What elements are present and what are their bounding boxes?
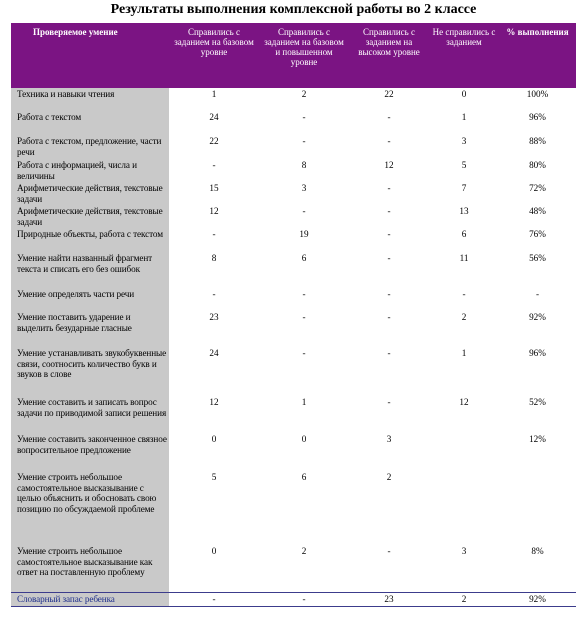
high-cell: -: [387, 348, 391, 358]
high-cell: -: [387, 312, 391, 322]
base-advanced-cell: 19: [299, 229, 309, 239]
skill-cell: Работа с текстом, предложение, части речи: [11, 135, 169, 159]
skill-cell: Техника и навыки чтения: [11, 88, 169, 111]
base-advanced-cell: -: [302, 136, 306, 146]
high-cell: -: [387, 253, 391, 263]
percent-cell: 76%: [529, 229, 546, 239]
high-cell: -: [387, 112, 391, 122]
skill-cell: Арифметические действия, текстовые задачи: [11, 205, 169, 228]
percent-cell: 88%: [529, 136, 546, 146]
fail-cell: 2: [429, 592, 499, 606]
percent-cell: 92%: [529, 312, 546, 322]
base-advanced-cell: -: [302, 206, 306, 216]
fail-cell: [429, 471, 499, 545]
fail-cell: 5: [461, 160, 467, 170]
table-row: [11, 135, 576, 159]
base-cell: 15: [209, 183, 219, 193]
base-cell: 8: [211, 253, 217, 263]
percent-cell: 8%: [531, 546, 544, 556]
base-advanced-cell: 8: [301, 160, 307, 170]
skill-cell: Умение определять части речи: [11, 288, 169, 311]
percent-cell: 48%: [529, 206, 546, 216]
table-row: [11, 205, 576, 228]
high-cell: -: [387, 289, 391, 299]
percent-cell: 56%: [529, 253, 546, 263]
percent-cell: 12%: [529, 434, 546, 444]
skill-cell: Умение составить и записать вопрос задачи по приводимой записи решения: [11, 396, 169, 433]
high-cell: 12: [384, 160, 394, 170]
table-row: [11, 288, 576, 311]
base-cell: -: [169, 592, 259, 606]
base-cell: 24: [209, 112, 219, 122]
percent-cell: 96%: [529, 112, 546, 122]
table-row: [11, 396, 576, 433]
base-advanced-cell: 1: [301, 397, 307, 407]
high-cell: -: [387, 546, 391, 556]
base-cell: 1: [211, 89, 217, 99]
skill-cell: Природные объекты, работа с текстом: [11, 228, 169, 252]
table-header-row: [11, 23, 576, 88]
base-cell: 0: [211, 434, 217, 444]
base-advanced-cell: 3: [301, 183, 307, 193]
table-row: [11, 228, 576, 252]
base-advanced-cell: 0: [301, 434, 307, 444]
base-cell: -: [212, 160, 216, 170]
fail-cell: [429, 433, 499, 471]
fail-cell: 7: [461, 183, 467, 193]
high-cell: -: [387, 206, 391, 216]
base-cell: -: [212, 229, 216, 239]
base-advanced-cell: 2: [301, 546, 307, 556]
table-row: [11, 159, 576, 182]
table-row: [11, 182, 576, 205]
base-advanced-cell: -: [302, 112, 306, 122]
header-fail: Не справились с заданием: [429, 23, 499, 88]
high-cell: 22: [384, 89, 394, 99]
skill-cell: Арифметические действия, текстовые задачи: [11, 182, 169, 205]
percent-cell: 72%: [529, 183, 546, 193]
table-row: [11, 111, 576, 135]
percent-cell: 80%: [529, 160, 546, 170]
fail-cell: 2: [461, 312, 467, 322]
base-cell: -: [212, 289, 216, 299]
high-cell: 3: [386, 434, 392, 444]
header-percent: % выполнения: [499, 23, 576, 88]
percent-cell: 100%: [526, 89, 549, 99]
base-advanced-cell: -: [302, 289, 306, 299]
skill-cell: Словарный запас ребенка: [11, 592, 169, 606]
table-row: [11, 592, 576, 606]
fail-cell: 1: [461, 112, 467, 122]
base-advanced-cell: 6: [301, 472, 307, 482]
header-skill: Проверяемое умение: [11, 23, 169, 88]
base-cell: 5: [211, 472, 217, 482]
fail-cell: 13: [459, 206, 469, 216]
fail-cell: 0: [461, 89, 467, 99]
percent-cell: 96%: [529, 348, 546, 358]
page-title: Результаты выполнения комплексной работы во 2 классе: [110, 2, 477, 17]
high-cell: 23: [349, 592, 429, 606]
header-base: Справились с заданием на базовом уровне: [169, 23, 259, 88]
skill-cell: Работа с информацией, числа и величины: [11, 159, 169, 182]
table-row: [11, 433, 576, 471]
skill-cell: Умение составить законченное связное вопросительное предложение: [11, 433, 169, 471]
percent-cell: -: [535, 289, 540, 299]
base-cell: 23: [209, 312, 219, 322]
base-cell: 0: [211, 546, 217, 556]
high-cell: -: [387, 183, 391, 193]
results-table: [11, 23, 576, 607]
table-row: [11, 471, 576, 545]
base-advanced-cell: 2: [301, 89, 307, 99]
fail-cell: 1: [461, 348, 467, 358]
fail-cell: -: [462, 289, 466, 299]
fail-cell: 3: [461, 546, 467, 556]
base-cell: 12: [209, 206, 219, 216]
header-high: Справились с заданием на высоком уровне: [349, 23, 429, 88]
skill-cell: Умение устанавливать звукобуквенные связи, соотносить количество букв и звуков в слове: [11, 347, 169, 396]
fail-cell: 6: [461, 229, 467, 239]
table-row: [11, 545, 576, 592]
fail-cell: 12: [459, 397, 469, 407]
table-row: [11, 347, 576, 396]
high-cell: -: [387, 397, 391, 407]
base-cell: 22: [209, 136, 219, 146]
skill-cell: Умение строить небольшое самостоятельное высказывание с целью объяснить и обосновать свою позицию по обсуждаемой проблеме: [11, 471, 169, 545]
base-advanced-cell: -: [259, 592, 349, 606]
base-advanced-cell: -: [302, 348, 306, 358]
table-row: [11, 311, 576, 347]
percent-cell: [499, 471, 576, 545]
table-row: [11, 252, 576, 288]
skill-cell: Умение найти названный фрагмент текста и списать его без ошибок: [11, 252, 169, 288]
percent-cell: 92%: [499, 592, 576, 606]
fail-cell: 3: [461, 136, 467, 146]
high-cell: -: [387, 136, 391, 146]
table-row: [11, 88, 576, 111]
percent-cell: 52%: [529, 397, 546, 407]
base-advanced-cell: 6: [301, 253, 307, 263]
skill-cell: Умение поставить ударение и выделить безударные гласные: [11, 311, 169, 347]
skill-cell: Работа с текстом: [11, 111, 169, 135]
base-advanced-cell: -: [302, 312, 306, 322]
high-cell: -: [387, 229, 391, 239]
base-cell: 24: [209, 348, 219, 358]
header-base-advanced: Справились с заданием на базовом и повышенном уровне: [259, 23, 349, 88]
base-cell: 12: [209, 397, 219, 407]
fail-cell: 11: [459, 253, 469, 263]
high-cell: 2: [386, 472, 392, 482]
skill-cell: Умение строить небольшое самостоятельное высказывание как ответ на поставленную проблему: [11, 545, 169, 592]
